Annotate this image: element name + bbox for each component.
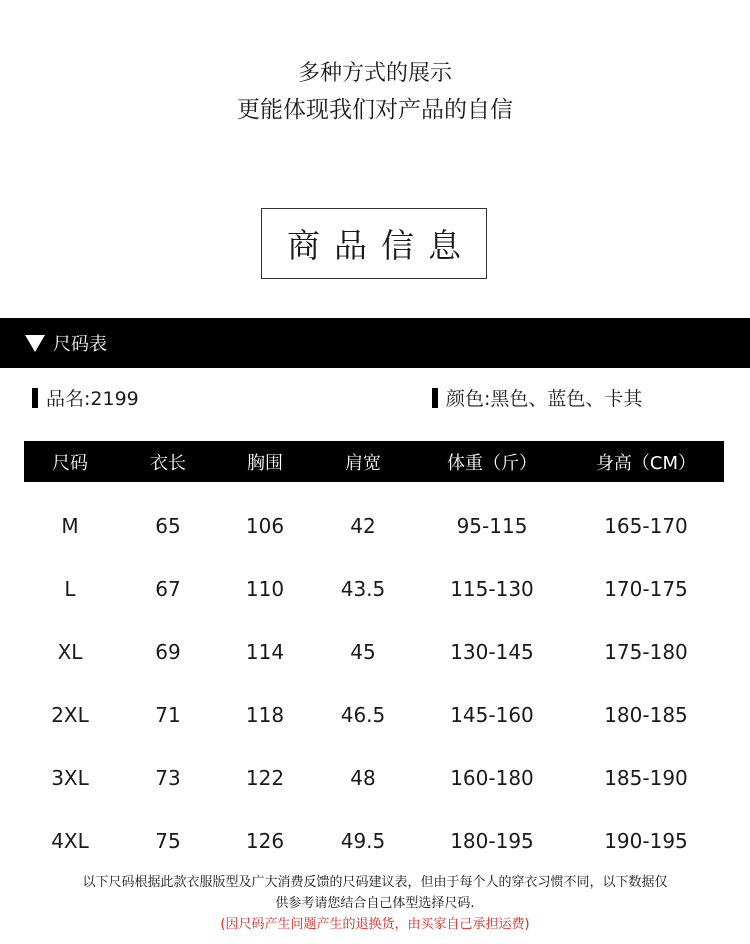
cell-height: 165-170 [604, 513, 688, 538]
cell-height: 190-195 [604, 828, 688, 853]
size-note-line-2: 供参考请您结合自己体型选择尺码. [275, 896, 475, 911]
header-height: 身高（CM） [595, 452, 697, 474]
size-chart-band [0, 318, 750, 368]
cell-chest: 126 [245, 828, 285, 853]
bar-marker-icon [32, 388, 38, 408]
triangle-down-icon [25, 335, 45, 352]
product-name: 品名:2199 [46, 388, 139, 410]
cell-chest: 122 [245, 765, 285, 790]
intro-text [0, 58, 750, 126]
bar-marker-icon [432, 388, 438, 408]
cell-shoulder: 49.5 [340, 828, 386, 853]
product-color-info [432, 384, 642, 411]
cell-shoulder: 48 [350, 765, 376, 790]
table-header [24, 441, 724, 482]
cell-height: 180-185 [604, 702, 688, 727]
table-row [24, 683, 724, 746]
cell-shoulder: 45 [350, 639, 376, 664]
cell-length: 67 [155, 576, 181, 601]
cell-chest: 106 [245, 513, 285, 538]
table-row [24, 746, 724, 809]
cell-size: M [61, 513, 79, 538]
cell-size: 4XL [51, 828, 89, 853]
header-shoulder: 肩宽 [345, 452, 381, 474]
cell-length: 73 [155, 765, 181, 790]
return-policy-note: (因尺码产生问题产生的退换货，由买家自己承担运费) [220, 917, 530, 932]
size-chart-label: 尺码表 [53, 334, 107, 355]
cell-shoulder: 42 [350, 513, 376, 538]
cell-chest: 118 [245, 702, 285, 727]
cell-weight: 180-195 [450, 828, 534, 853]
cell-height: 170-175 [604, 576, 688, 601]
table-row [24, 620, 724, 683]
cell-chest: 114 [245, 639, 285, 664]
section-title: 商品信息 [287, 226, 475, 265]
table-body [24, 482, 724, 872]
cell-weight: 160-180 [450, 765, 534, 790]
size-note-line-1: 以下尺码根据此款衣服版型及广大消费反馈的尺码建议表，但由于每个人的穿衣习惯不同，以下数据仅 [82, 875, 668, 890]
cell-height: 175-180 [604, 639, 688, 664]
cell-length: 69 [155, 639, 181, 664]
intro-line-1: 多种方式的展示 [297, 61, 452, 86]
cell-shoulder: 46.5 [340, 702, 386, 727]
header-size: 尺码 [52, 452, 88, 474]
header-weight: 体重（斤） [447, 452, 537, 474]
cell-chest: 110 [245, 576, 285, 601]
product-name-info [32, 384, 139, 411]
product-colors: 颜色:黑色、蓝色、卡其 [446, 388, 643, 410]
cell-shoulder: 43.5 [340, 576, 386, 601]
intro-line-2: 更能体现我们对产品的自信 [237, 97, 513, 123]
cell-height: 185-190 [604, 765, 688, 790]
header-chest: 胸围 [247, 452, 283, 474]
cell-weight: 145-160 [450, 702, 534, 727]
cell-weight: 95-115 [456, 513, 528, 538]
header-length: 衣长 [150, 452, 186, 474]
cell-length: 65 [155, 513, 181, 538]
cell-size: XL [57, 639, 83, 664]
table-row [24, 809, 724, 872]
cell-size: L [64, 576, 76, 601]
cell-length: 75 [155, 828, 181, 853]
cell-weight: 115-130 [450, 576, 534, 601]
section-title-box [261, 208, 487, 279]
table-row [24, 557, 724, 620]
cell-size: 3XL [51, 765, 89, 790]
table-row [24, 494, 724, 557]
cell-weight: 130-145 [450, 639, 534, 664]
cell-size: 2XL [51, 702, 89, 727]
cell-length: 71 [155, 702, 181, 727]
size-table [24, 441, 724, 872]
